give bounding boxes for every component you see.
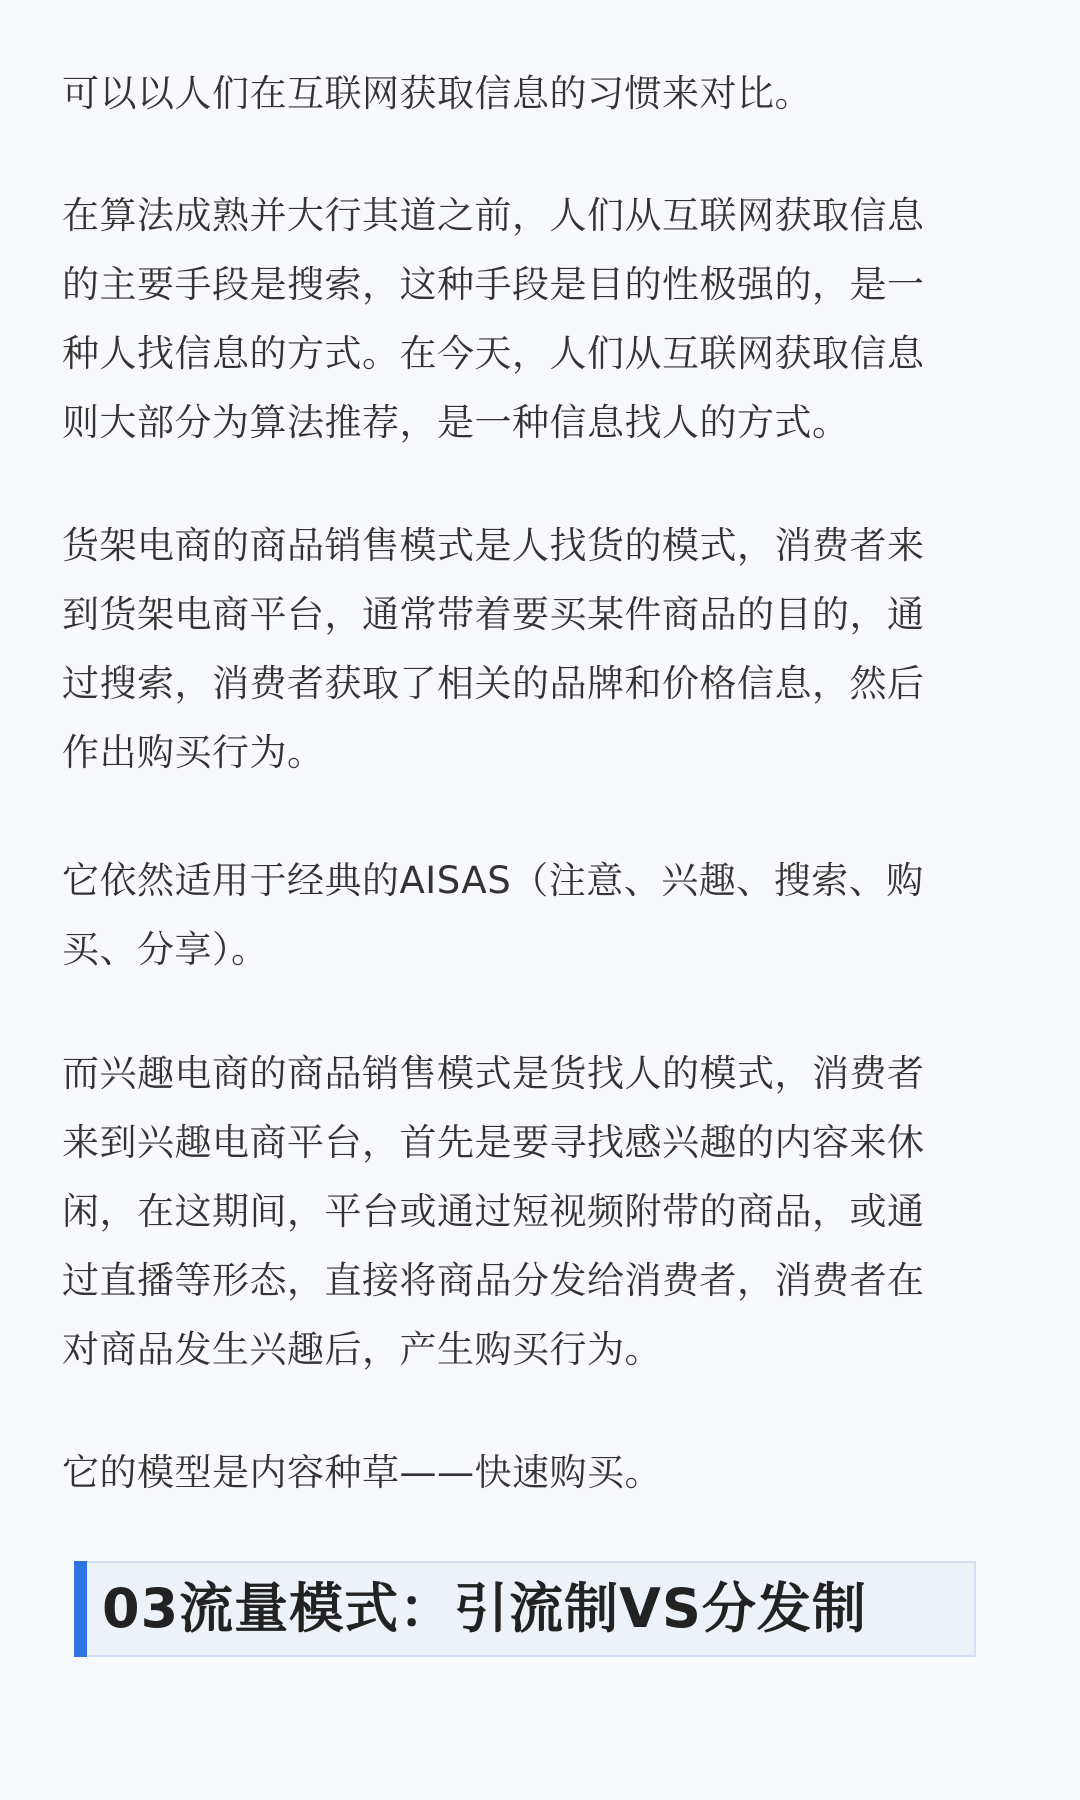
paragraph-intro [62,59,1022,128]
text-line: 货架电商的商品销售模式是人找货的模式，消费者来 [62,524,925,567]
text-line: 对商品发生兴趣后，产生购买行为。 [62,1328,662,1371]
text-line: 买、分享）。 [62,928,269,971]
text-line: 过直播等形态，直接将商品分发给消费者，消费者在 [62,1259,925,1302]
text-line: 可以以人们在互联网获取信息的习惯来对比。 [62,72,812,115]
heading-accent-bar [74,1561,87,1657]
text-line: 而兴趣电商的商品销售模式是货找人的模式，消费者 [62,1052,925,1095]
text-line: 它依然适用于经典的AISAS（注意、兴趣、搜索、购 [62,859,924,902]
paragraph-algorithm-vs-search [62,181,1022,457]
text-line: 作出购买行为。 [62,731,325,774]
paragraph-model [62,1438,1022,1507]
text-line: 闲，在这期间，平台或通过短视频附带的商品，或通 [62,1190,925,1233]
section-heading-text: 03流量模式：引流制VS分发制 [102,1577,867,1640]
paragraph-shelf-ecommerce [62,511,1022,787]
text-line: 在算法成熟并大行其道之前，人们从互联网获取信息 [62,194,925,237]
text-line: 来到兴趣电商平台，首先是要寻找感兴趣的内容来休 [62,1121,925,1164]
paragraph-interest-ecommerce [62,1039,1022,1384]
text-line: 过搜索，消费者获取了相关的品牌和价格信息，然后 [62,662,925,705]
text-line: 种人找信息的方式。在今天，人们从互联网获取信息 [62,332,925,375]
section-heading [74,1561,976,1657]
text-line: 的主要手段是搜索，这种手段是目的性极强的，是一 [62,263,925,306]
text-line: 到货架电商平台，通常带着要买某件商品的目的，通 [62,593,925,636]
text-line: 则大部分为算法推荐，是一种信息找人的方式。 [62,401,850,444]
text-line: 它的模型是内容种草——快速购买。 [62,1451,662,1494]
paragraph-aisas [62,846,1022,984]
